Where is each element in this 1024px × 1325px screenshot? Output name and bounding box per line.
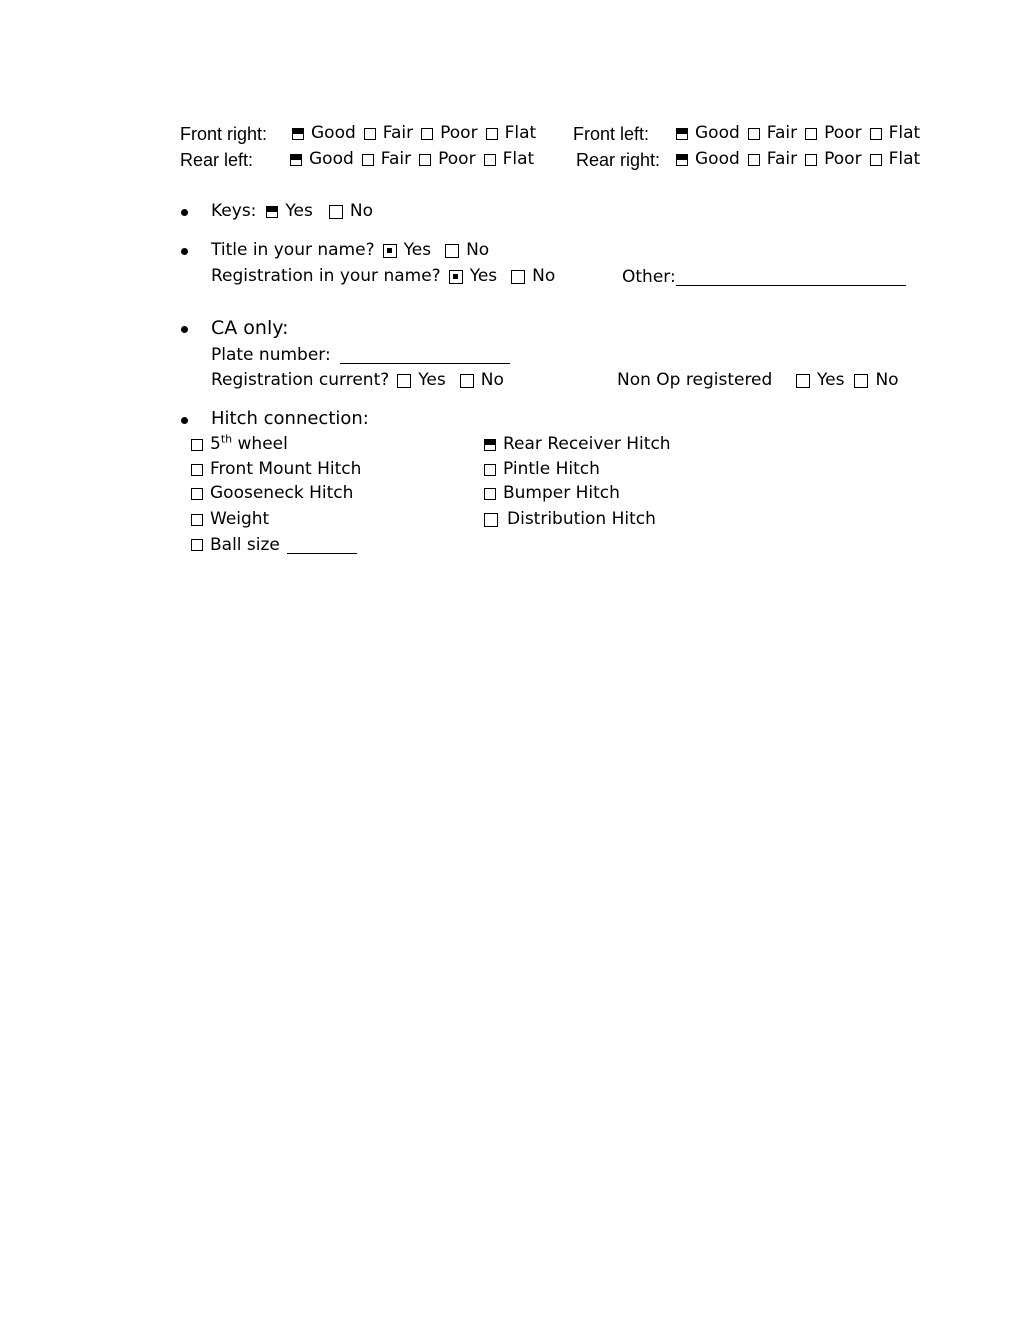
ball-size-field[interactable] [287,536,357,554]
hitch-option-ball-size[interactable]: Ball size [191,536,357,555]
bullet-icon [181,326,188,333]
checkbox-icon[interactable] [191,514,203,526]
tire-front-right-fair[interactable]: Fair [364,125,413,142]
tire-front-left-poor[interactable]: Poor [805,125,861,142]
checkbox-icon[interactable] [484,513,498,527]
keys-row [211,203,373,220]
tire-front-left-row [573,125,649,143]
checkbox-checked-icon[interactable] [290,154,302,166]
other-row [622,268,906,286]
registration-label: Registration in your name? [211,266,441,286]
tire-front-left-fair[interactable]: Fair [748,125,797,142]
hitch-option-gooseneck[interactable]: Gooseneck Hitch [191,485,353,504]
hitch-option-rear-receiver[interactable]: Rear Receiver Hitch [484,436,671,455]
nonop-label: Non Op registered [617,370,773,390]
tire-rear-right-poor[interactable]: Poor [805,151,861,168]
other-label: Other: [622,267,676,287]
checkbox-icon[interactable] [191,439,203,451]
bullet-icon [181,209,188,216]
checkbox-icon[interactable] [484,464,496,476]
tire-front-right-poor[interactable]: Poor [421,125,477,142]
checkbox-icon[interactable] [854,374,868,388]
tire-front-left-options [676,125,920,144]
registration-yes[interactable]: Yes [449,268,497,285]
checkbox-icon[interactable] [805,128,817,140]
checkbox-icon[interactable] [445,244,459,258]
tire-rear-left-row [180,151,253,169]
tire-rear-left-options [290,151,534,170]
tire-front-left-label: Front left: [573,124,650,144]
checkbox-icon[interactable] [796,374,810,388]
tire-front-left-flat[interactable]: Flat [870,125,921,142]
checkbox-icon[interactable] [329,205,343,219]
tire-front-right-good[interactable]: Good [292,125,356,142]
reg-current-label: Registration current? [211,370,390,390]
tire-front-right-options [292,125,536,144]
plate-field[interactable] [340,346,510,364]
checkbox-icon[interactable] [484,488,496,500]
checkbox-icon[interactable] [870,154,882,166]
tire-rear-right-row [576,151,660,169]
bullet-icon [181,248,188,255]
title-no[interactable]: No [445,242,489,259]
reg-current-no[interactable]: No [460,372,504,389]
checkbox-checked-icon[interactable] [676,154,688,166]
hitch-option-bumper[interactable]: Bumper Hitch [484,485,620,504]
tire-rear-right-good[interactable]: Good [676,151,740,168]
keys-label: Keys: [211,201,257,221]
checkbox-checked-icon[interactable] [292,128,304,140]
tire-rear-left-good[interactable]: Good [290,151,354,168]
tire-front-right-row [180,125,267,143]
plate-row [211,346,510,364]
nonop-yes[interactable]: Yes [796,372,844,389]
tire-rear-left-poor[interactable]: Poor [419,151,475,168]
nonop-row [796,372,899,392]
tire-front-right-flat[interactable]: Flat [486,125,537,142]
checkbox-icon[interactable] [191,539,203,551]
hitch-option-front-mount[interactable]: Front Mount Hitch [191,461,361,480]
checkbox-checked-icon[interactable] [449,270,463,284]
checkbox-icon[interactable] [484,154,496,166]
checkbox-icon[interactable] [460,374,474,388]
checkbox-icon[interactable] [511,270,525,284]
title-yes[interactable]: Yes [383,242,431,259]
tire-rear-right-flat[interactable]: Flat [870,151,921,168]
hitch-option-pintle[interactable]: Pintle Hitch [484,461,600,480]
checkbox-checked-icon[interactable] [383,244,397,258]
other-field[interactable] [676,268,906,286]
nonop-no[interactable]: No [854,372,898,389]
tire-front-right-label: Front right: [180,124,268,144]
keys-no[interactable]: No [329,203,373,220]
checkbox-checked-icon[interactable] [266,206,278,218]
tire-rear-right-fair[interactable]: Fair [748,151,797,168]
tire-rear-right-options [676,151,920,170]
checkbox-icon[interactable] [805,154,817,166]
checkbox-icon[interactable] [397,374,411,388]
tire-rear-left-label: Rear left: [180,150,254,170]
title-label: Title in your name? [211,240,375,260]
checkbox-icon[interactable] [364,128,376,140]
checkbox-icon[interactable] [362,154,374,166]
checkbox-checked-icon[interactable] [676,128,688,140]
tire-front-left-good[interactable]: Good [676,125,740,142]
bullet-icon [181,417,188,424]
checkbox-icon[interactable] [419,154,431,166]
hitch-option-weight[interactable]: Weight [191,511,269,530]
hitch-fifth-wheel-label: 5th wheel [210,432,288,454]
checkbox-icon[interactable] [486,128,498,140]
reg-current-yes[interactable]: Yes [397,372,445,389]
checkbox-icon[interactable] [421,128,433,140]
registration-row [211,268,555,285]
hitch-heading: Hitch connection: [211,408,369,429]
tire-rear-left-flat[interactable]: Flat [484,151,535,168]
tire-rear-left-fair[interactable]: Fair [362,151,411,168]
reg-current-row [211,372,504,389]
checkbox-icon[interactable] [748,128,760,140]
title-row [211,242,489,259]
checkbox-icon[interactable] [870,128,882,140]
tire-rear-right-label: Rear right: [576,150,661,170]
hitch-option-distribution[interactable]: Distribution Hitch [484,511,656,531]
checkbox-checked-icon[interactable] [484,439,496,451]
checkbox-icon[interactable] [191,464,203,476]
plate-label: Plate number: [211,345,331,365]
hitch-option-fifth-wheel[interactable] [191,432,288,455]
keys-yes[interactable]: Yes [266,203,312,220]
checkbox-icon[interactable] [191,488,203,500]
ca-heading: CA only: [211,317,289,339]
checkbox-icon[interactable] [748,154,760,166]
registration-no[interactable]: No [511,268,555,285]
